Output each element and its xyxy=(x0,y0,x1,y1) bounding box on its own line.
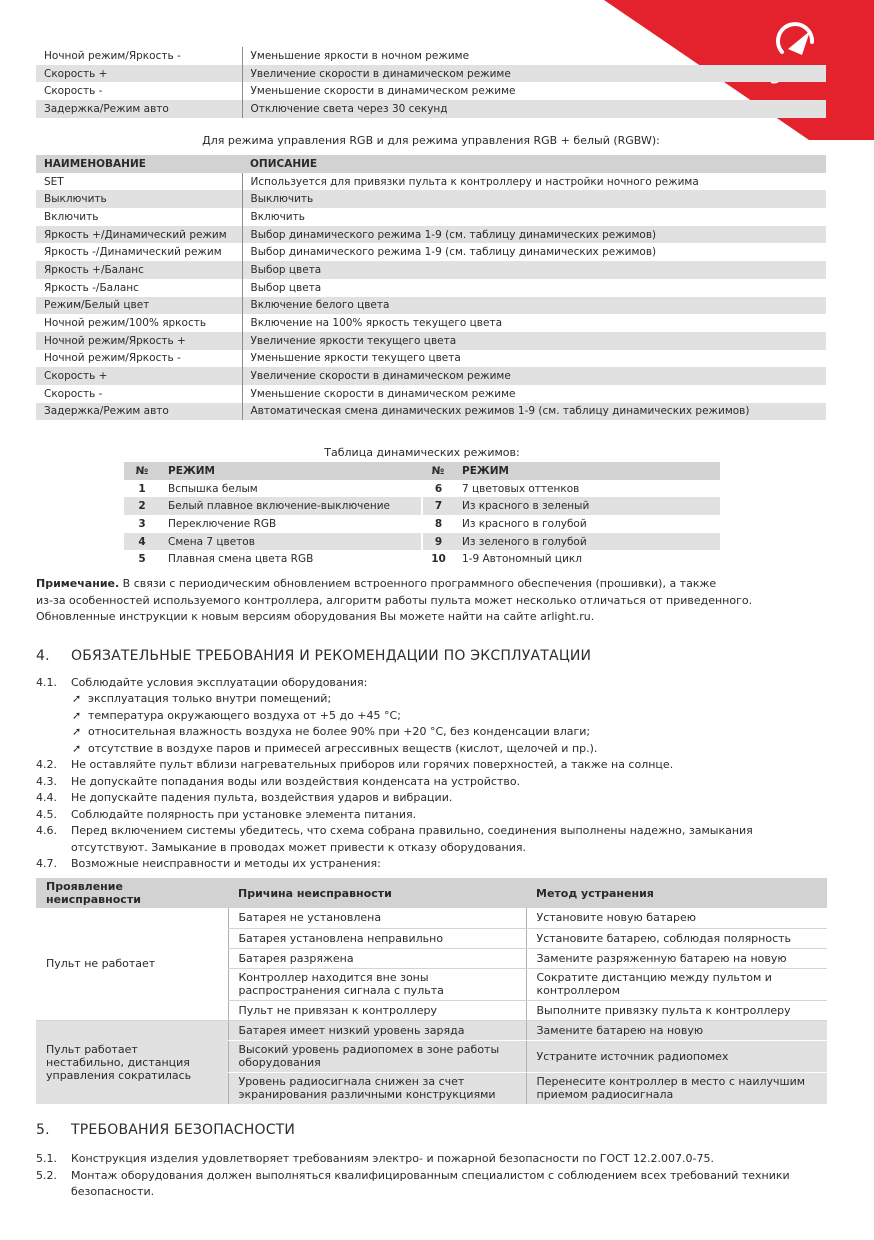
mode-num: 6 xyxy=(434,482,443,495)
item-number: 4.6. xyxy=(36,824,57,837)
row-name: Яркость -/Динамический режим xyxy=(36,243,242,261)
cause-cell: Батарея имеет низкий уровень заряда xyxy=(228,1020,526,1040)
row-desc: Выбор динамического режима 1-9 (см. таблицу динамических режимов) xyxy=(250,246,657,259)
row-desc: Включение на 100% яркость текущего цвета xyxy=(250,317,503,330)
item-text: Перед включением системы убедитесь, что схема собрана правильно, соединения выполнены надежно, замыкания xyxy=(71,824,753,837)
arrow-bullet-icon: ➚ xyxy=(72,741,82,755)
note-line: из-за особенностей используемого контроллера, алгоритм работы пульта может несколько отличаться от приведенного. xyxy=(36,593,753,607)
row-name: Выключить xyxy=(36,190,242,208)
row-desc: Увеличение скорости в динамическом режиме xyxy=(242,367,826,385)
note-label: Примечание. xyxy=(36,577,120,590)
row-name: Ночной режим/Яркость + xyxy=(36,332,242,350)
table-row xyxy=(36,261,826,279)
row-name: Скорость - xyxy=(36,82,242,100)
table-row xyxy=(36,403,826,421)
bullet-text: температура окружающего воздуха от +5 до +45 °С; xyxy=(88,708,401,722)
row-desc: Выбор цвета xyxy=(250,281,322,294)
row-name: Ночной режим/Яркость - xyxy=(36,47,242,65)
row-desc: Уменьшение скорости в динамическом режиме xyxy=(250,387,516,400)
symptom-cell: Пульт работает нестабильно, дистанция управления сократилась xyxy=(36,1020,228,1104)
row-desc: Уменьшение яркости текущего цвета xyxy=(250,352,461,365)
mode-name: Вспышка белым xyxy=(160,480,422,498)
row-name: Яркость -/Баланс xyxy=(36,279,242,297)
table-row xyxy=(36,65,826,83)
rgb-caption: Для режима управления RGB и для режима управления RGB + белый (RGBW): xyxy=(202,134,660,147)
arrow-bullet-icon: ➚ xyxy=(72,708,82,722)
fix-cell: Установите новую батарею xyxy=(526,908,827,928)
table-row xyxy=(124,515,720,533)
mode-name: Из красного в зеленый xyxy=(454,497,720,515)
note-text: В связи с периодическим обновлением встроенного программного обеспечения (прошивки), а также xyxy=(119,577,717,590)
mode-name: Плавная смена цвета RGB xyxy=(160,550,422,568)
row-name: SET xyxy=(36,173,242,191)
table-row xyxy=(36,243,826,261)
fix-cell: Выполните привязку пульта к контроллеру xyxy=(526,1000,827,1020)
row-name: Задержка/Режим авто xyxy=(36,100,242,118)
row-name: Включить xyxy=(36,208,242,226)
mode-num: 8 xyxy=(434,517,443,530)
table-row xyxy=(124,533,720,551)
row-name: Ночной режим/100% яркость xyxy=(36,314,242,332)
row-desc: Выбор динамического режима 1-9 (см. таблицу динамических режимов) xyxy=(242,226,826,244)
row-name: Скорость + xyxy=(36,65,242,83)
mode-num: 2 xyxy=(124,497,160,515)
mode-name: 7 цветовых оттенков xyxy=(462,482,580,495)
rgb-table xyxy=(36,155,826,420)
dyn-caption: Таблица динамических режимов: xyxy=(324,446,520,459)
table-row xyxy=(36,190,826,208)
row-name: Ночной режим/Яркость - xyxy=(36,350,242,368)
bullet-text: отсутствие в воздухе паров и примесей агрессивных веществ (кислот, щелочей и пр.). xyxy=(88,741,598,755)
item-number: 5.2. xyxy=(36,1168,57,1182)
item-text: Не допускайте падения пульта, воздействия ударов и вибрации. xyxy=(71,791,453,804)
mode-name: Из красного в голубой xyxy=(462,517,587,530)
section-5-heading xyxy=(36,1122,295,1138)
table-row xyxy=(36,297,826,315)
table-row xyxy=(36,367,826,385)
row-desc: Автоматическая смена динамических режимов 1-9 (см. таблицу динамических режимов) xyxy=(242,403,826,421)
item-text: Возможные неисправности и методы их устранения: xyxy=(71,857,381,870)
mode-name: Переключение RGB xyxy=(160,515,422,533)
item-number: 4.5. xyxy=(36,807,57,821)
fix-cell: Установите батарею, соблюдая полярность xyxy=(526,928,827,948)
header-cause: Причина неисправности xyxy=(228,878,526,908)
arrow-bullet-icon: ➚ xyxy=(72,725,82,738)
table-row xyxy=(36,100,826,118)
header-num: № xyxy=(124,462,160,480)
row-name: Задержка/Режим авто xyxy=(36,403,242,421)
section-title: ОБЯЗАТЕЛЬНЫЕ ТРЕБОВАНИЯ И РЕКОМЕНДАЦИИ ПО ЭКСПЛУАТАЦИИ xyxy=(71,648,592,664)
table-row xyxy=(36,908,827,928)
bullet-text: эксплуатация только внутри помещений; xyxy=(88,692,332,705)
table-row xyxy=(36,226,826,244)
table-row xyxy=(124,497,720,515)
cause-cell: Батарея не установлена xyxy=(228,908,526,928)
mode-num: 10 xyxy=(431,553,446,566)
cause-cell: Высокий уровень радиопомех в зоне работы оборудования xyxy=(228,1040,526,1072)
fix-cell: Сократите дистанцию между пультом и контроллером xyxy=(526,968,827,1000)
table-row xyxy=(36,332,826,350)
section-4-heading xyxy=(36,648,591,664)
mode-num: 9 xyxy=(422,533,454,551)
table-row xyxy=(36,82,826,100)
mode-num: 4 xyxy=(124,533,160,551)
item-text: отсутствуют. Замыкание в проводах может привести к отказу оборудования. xyxy=(71,840,526,854)
mode-name: Из зеленого в голубой xyxy=(454,533,720,551)
table-header-row xyxy=(36,155,826,173)
item-number: 4.7. xyxy=(36,857,57,870)
item-number: 4.2. xyxy=(36,758,57,771)
item-text: безопасности. xyxy=(71,1185,155,1198)
item-text: Соблюдайте полярность при установке элемента питания. xyxy=(71,807,417,821)
item-number: 4.1. xyxy=(36,676,57,689)
cause-cell: Пульт не привязан к контроллеру xyxy=(228,1000,526,1020)
header-name: НАИМЕНОВАНИЕ xyxy=(36,155,242,173)
item-number: 5.1. xyxy=(36,1152,57,1165)
table-row xyxy=(36,1020,827,1040)
item-text: Конструкция изделия удовлетворяет требованиям электро- и пожарной безопасности по ГОСТ 12.2.007.0-75. xyxy=(71,1152,714,1165)
note-line: Обновленные инструкции к новым версиям оборудования Вы можете найти на сайте arlight.ru. xyxy=(36,610,595,623)
item-number: 4.4. xyxy=(36,791,57,804)
fix-cell: Замените батарею на новую xyxy=(526,1020,827,1040)
row-name: Яркость +/Баланс xyxy=(36,261,242,279)
mode-name: Смена 7 цветов xyxy=(160,533,422,551)
header-num: № xyxy=(422,462,454,480)
row-desc: Выключить xyxy=(242,190,826,208)
row-desc: Уменьшение яркости в ночном режиме xyxy=(250,49,470,62)
section-number: 5. xyxy=(36,1122,50,1138)
header-fix: Метод устранения xyxy=(526,878,827,908)
table-header-row xyxy=(124,462,720,480)
row-desc: Включить xyxy=(250,210,305,223)
row-desc: Отключение света через 30 секунд xyxy=(242,100,826,118)
arrow-bullet-icon: ➚ xyxy=(72,692,82,705)
top-table xyxy=(36,47,826,118)
row-desc: Увеличение скорости в динамическом режиме xyxy=(242,65,826,83)
mode-num: 7 xyxy=(422,497,454,515)
fix-cell: Замените разряженную батарею на новую xyxy=(526,948,827,968)
table-row xyxy=(124,480,720,498)
note-block xyxy=(36,576,836,626)
cause-cell: Батарея разряжена xyxy=(228,948,526,968)
row-desc: Включение белого цвета xyxy=(242,297,826,315)
item-text: Соблюдайте условия эксплуатации оборудования: xyxy=(71,676,368,689)
item-text: Монтаж оборудования должен выполняться квалифицированным специалистом с соблюдением всех требований техники xyxy=(71,1168,790,1182)
table-row xyxy=(124,550,720,568)
section-title: ТРЕБОВАНИЯ БЕЗОПАСНОСТИ xyxy=(71,1122,296,1138)
table-header-row xyxy=(36,878,827,908)
note-line xyxy=(36,576,836,593)
mode-num: 1 xyxy=(138,482,146,495)
table-row xyxy=(36,47,826,65)
header-desc: ОПИСАНИЕ xyxy=(242,155,826,173)
row-desc: Выбор цвета xyxy=(242,261,826,279)
mode-num: 5 xyxy=(138,553,146,566)
fix-cell: Устраните источник радиопомех xyxy=(526,1040,827,1072)
row-name: Скорость + xyxy=(36,367,242,385)
row-name: Режим/Белый цвет xyxy=(36,297,242,315)
header-symptom: Проявление неисправности xyxy=(36,878,228,908)
table-row xyxy=(36,279,826,297)
row-desc: Увеличение яркости текущего цвета xyxy=(242,332,826,350)
table-row xyxy=(36,173,826,191)
bullet-text: относительная влажность воздуха не более 90% при +20 °С, без конденсации влаги; xyxy=(88,725,591,738)
item-text: Не допускайте попадания воды или воздействия конденсата на устройство. xyxy=(71,774,521,788)
mode-name: 1-9 Автономный цикл xyxy=(462,553,582,566)
dyn-table xyxy=(124,462,720,568)
section-number: 4. xyxy=(36,648,50,664)
cause-cell: Батарея установлена неправильно xyxy=(228,928,526,948)
table-row xyxy=(36,385,826,403)
item-number: 4.3. xyxy=(36,774,57,788)
header-mode: РЕЖИМ xyxy=(160,462,422,480)
cause-cell: Уровень радиосигнала снижен за счет экранирования различными конструкциями xyxy=(228,1072,526,1104)
mode-num: 3 xyxy=(138,517,146,530)
header-mode: РЕЖИМ xyxy=(454,462,720,480)
row-name: Скорость - xyxy=(36,385,242,403)
symptom-cell: Пульт не работает xyxy=(36,908,228,1020)
fix-cell: Перенесите контроллер в место с наилучшим приемом радиосигнала xyxy=(526,1072,827,1104)
mode-name: Белый плавное включение-выключение xyxy=(160,497,422,515)
row-name: Яркость +/Динамический режим xyxy=(36,226,242,244)
table-row xyxy=(36,314,826,332)
fault-table xyxy=(36,878,827,1105)
row-desc: Уменьшение скорости в динамическом режиме xyxy=(250,85,516,98)
cause-cell: Контроллер находится вне зоны распространения сигнала с пульта xyxy=(228,968,526,1000)
table-row xyxy=(36,208,826,226)
item-text: Не оставляйте пульт вблизи нагревательных приборов или горячих поверхностей, а также на солнце. xyxy=(71,758,674,771)
row-desc: Используется для привязки пульта к контроллеру и настройки ночного режима xyxy=(250,175,699,188)
table-row xyxy=(36,350,826,368)
